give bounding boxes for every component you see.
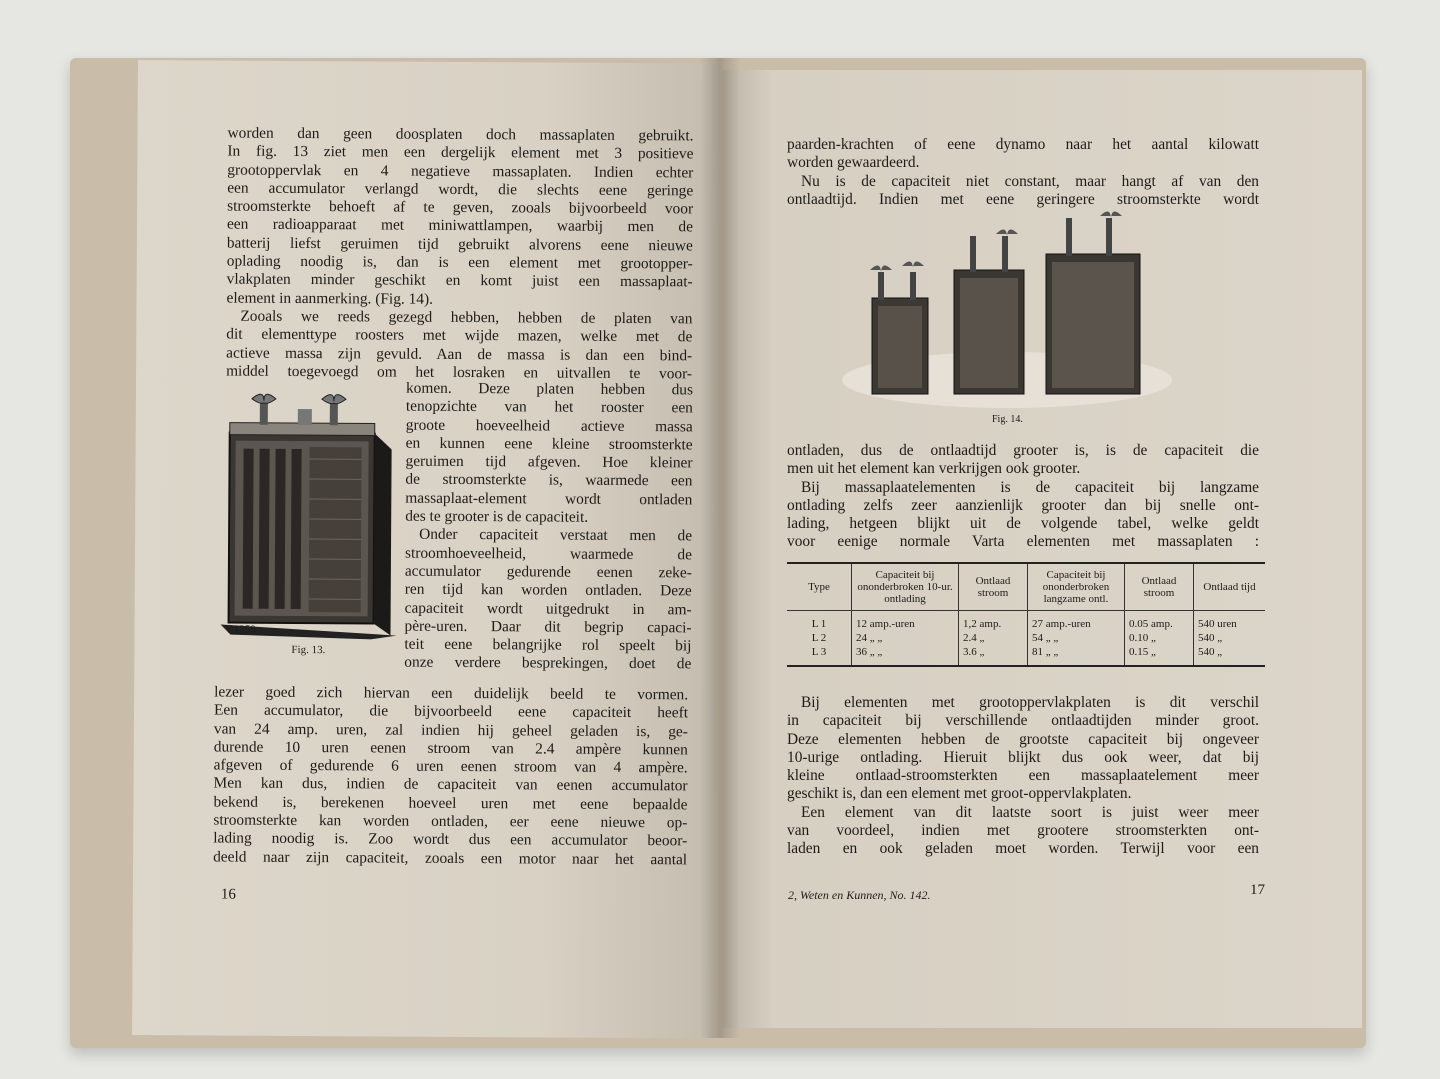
text-line: element in aanmerking. (Fig. 14). [226, 289, 434, 308]
right-bottom-text [787, 694, 1259, 859]
table-cell: 1,2 amp. [959, 611, 1028, 632]
text-line: Een element van dit laatste soort is juist weer meer [801, 803, 1259, 821]
table-header: Ontlaad stroom [1125, 563, 1194, 611]
table-cell: L 1 [811, 618, 827, 630]
text-line: lading, hetgeen blijkt uit de volgende tabel, welke geldt [787, 515, 1259, 533]
table-cell: 2.4 „ [959, 631, 1028, 645]
table-header: Ontlaad tijd [1194, 563, 1266, 611]
text-line: massaplaat-element wordt ontladen [405, 489, 693, 509]
text-line: worden gewaardeerd. [787, 154, 920, 172]
right-page [722, 70, 1362, 1028]
figure-14-accumulators [842, 210, 1172, 410]
text-line: 10-urige ontlading. Hieruit blijkt dus ook weer, dat bij [787, 748, 1259, 766]
table-cell: 540 „ [1194, 631, 1266, 645]
figure-13-caption: Fig. 13. [291, 643, 326, 657]
text-line: geschikt is, dan een element met groot-oppervlakplaten. [787, 785, 1132, 803]
table-header-row [787, 563, 1265, 611]
text-line: de stroomsterkte is, waarmede een [405, 471, 693, 490]
right-top-text [787, 136, 1259, 209]
text-line: in capaciteit bij verschillende ontlaadtijden minder groot. [787, 712, 1259, 730]
table-header: Ontlaad stroom [959, 563, 1028, 611]
text-line: lading noodig is. Zoo wordt dus een accumulator beoor- [213, 829, 688, 850]
table-row [787, 611, 1265, 632]
text-line: Deze elementen hebben de grootste capaciteit bij ongeveer [787, 730, 1259, 748]
text-line: Een accumulator, die bijvoorbeeld eene capaciteit heeft [213, 701, 689, 722]
text-line: dit elementtype roosters met wijde mazen, welke met de [226, 325, 693, 346]
text-line: Men kan dus, indien de capaciteit van eenen accumulator [213, 774, 688, 795]
table-header: Capaciteit bij ononderbroken langzame ontl. [1028, 563, 1125, 611]
text-line: père-uren. Daar dit begrip capaci- [404, 617, 692, 637]
page-number-left: 16 [220, 886, 236, 903]
series-footer: 2, Weten en Kunnen, No. 142. [788, 888, 931, 902]
text-line: durende 10 uren eenen stroom van 2.4 ampère kunnen [213, 738, 688, 759]
left-bottom-text [213, 683, 688, 869]
table-cell: 24 „ „ [852, 631, 959, 645]
text-line: actieve massa zijn gevuld. Aan de massa is dan een bind- [226, 344, 693, 364]
table-cell: 12 amp.-uren [852, 611, 959, 632]
text-line: van 24 amp. uren, zal indien hij geheel geladen is, ge- [213, 720, 688, 740]
varta-table [787, 562, 1265, 667]
text-line: ren tijd kan worden ontladen. Deze [404, 580, 692, 600]
text-line: paarden-krachten of eene dynamo naar het aantal kilowatt [787, 136, 1259, 153]
text-line: voor eenige normale Varta elementen met massaplaten : [787, 533, 1259, 551]
left-page [132, 60, 720, 1039]
text-line: onze verdere besprekingen, doet de [404, 654, 692, 673]
text-line: middel toegevoegd om het losraken en uitvallen te voor- [226, 362, 693, 383]
text-line: en kunnen eene kleine stroomsterkte [405, 434, 693, 454]
text-line: Onder capaciteit verstaat men de [419, 526, 693, 545]
table-cell: 540 uren [1194, 611, 1266, 632]
text-line: men uit het element kan verkrijgen ook grooter. [787, 460, 1081, 478]
table-cell: 54 „ „ [1028, 631, 1125, 645]
text-line: ontlading zelfs zeer aanzienlijk grooter dan bij snelle ont- [787, 496, 1259, 514]
figure-14-caption: Fig. 14. [992, 414, 1023, 425]
text-line: kleine ontlaad-stroomsterkten een massaplaatelement meer [787, 767, 1259, 785]
left-top-text [226, 125, 694, 384]
text-line: deeld naar zijn capaciteit, zooals een motor naar het aantal [213, 848, 688, 869]
text-line: een accumulator verlangd wordt, die slechts eene geringe [227, 179, 694, 200]
text-line: oplading noodig is, dan is een element met grootopper- [226, 252, 693, 273]
text-line: teit eene belangrijke rol speelt bij [404, 635, 692, 655]
text-line: worden dan geen doosplaten doch massaplaten gebruikt. [227, 124, 694, 145]
capacity-table [787, 562, 1265, 667]
table-cell: 0.10 „ [1125, 631, 1194, 645]
text-line: ontladen, dus de ontlaadtijd grooter is, is de capaciteit die [787, 442, 1259, 459]
three-accumulators-illustration [842, 210, 1172, 410]
text-line: Bij massaplaatelementen is de capaciteit bij langzame [801, 478, 1259, 496]
table-cell: 540 „ [1194, 645, 1266, 666]
text-line: ontlaadtijd. Indien met eene geringere stroomsterkte wordt [787, 190, 1259, 208]
table-header: Capaciteit bij ononderbroken 10-ur. ontlading [852, 563, 959, 611]
accumulator-illustration [220, 389, 398, 640]
spine-shadow [700, 58, 740, 1038]
text-line: groote hoeveelheid actieve massa [405, 416, 693, 435]
table-cell: 0.15 „ [1125, 645, 1194, 666]
left-wrapped-text [404, 380, 693, 674]
text-line: bekend is, berekenen hoeveel uren met eene bepaalde [213, 793, 688, 814]
table-cell: 0.05 amp. [1125, 611, 1194, 632]
table-cell: 81 „ „ [1028, 645, 1125, 666]
table-cell: 3.6 „ [959, 645, 1028, 666]
table-cell: 36 „ „ [852, 645, 959, 666]
right-middle-text [787, 442, 1259, 552]
table-header: Type [787, 563, 852, 611]
text-line: In fig. 13 ziet men een dergelijk element met 3 positieve [227, 142, 694, 163]
text-line: des te grooter is de capaciteit. [405, 507, 589, 526]
text-line: geruimen tijd afgeven. Hoe kleiner [405, 452, 693, 472]
text-line: lezer goed zich hiervan een duidelijk beeld te vormen. [214, 683, 689, 704]
table-row [787, 631, 1265, 645]
text-line: capaciteit wordt uitgedrukt in am- [404, 599, 692, 618]
text-line: batterij liefst geruimen tijd gebruikt alvorens eene nieuwe [226, 234, 693, 255]
figure-13-label: V.1259 [224, 623, 256, 636]
figure-13-accumulator [220, 389, 398, 662]
text-line: afgeven of gedurende 6 uren eenen stroom van 4 ampère. [213, 756, 688, 777]
text-line: komen. Deze platen hebben dus [405, 379, 694, 399]
text-line: van voordeel, indien met grootere stroomsterkten ont- [787, 822, 1259, 840]
table-cell: 27 amp.-uren [1028, 611, 1125, 632]
text-line: vlakplaten minder geschikt en komt juist een massaplaat- [226, 270, 693, 291]
text-line: stroomsterkte kan worden ontladen, eer eene nieuwe op- [213, 811, 688, 832]
table-cell: L 2 [811, 632, 827, 644]
text-line: stroomhoeveelheid, waarmede de [404, 544, 693, 564]
text-line: laden en ook geladen moet worden. Terwijl voor een [787, 840, 1259, 858]
text-line: Bij elementen met grootoppervlakplaten is dit verschil [801, 694, 1259, 711]
text-line: een radioapparaat met miniwattlampen, waarbij men de [226, 216, 694, 236]
text-line: Nu is de capaciteit niet constant, maar hangt af van den [801, 172, 1259, 190]
page-number-right: 17 [1250, 882, 1265, 898]
text-line: tenopzichte van het rooster een [405, 397, 693, 417]
table-cell: L 3 [787, 645, 852, 666]
table-row [787, 645, 1265, 666]
text-line: grootoppervlak en 4 negatieve massaplaten. Indien echter [227, 161, 694, 181]
text-line: stroomsterkte behoeft af te geven, zooals bijvoorbeeld voor [227, 197, 694, 218]
text-line: Zooals we reeds gezegd hebben, hebben de platen van [240, 307, 693, 328]
text-line: accumulator gedurende eenen zeke- [404, 562, 692, 582]
